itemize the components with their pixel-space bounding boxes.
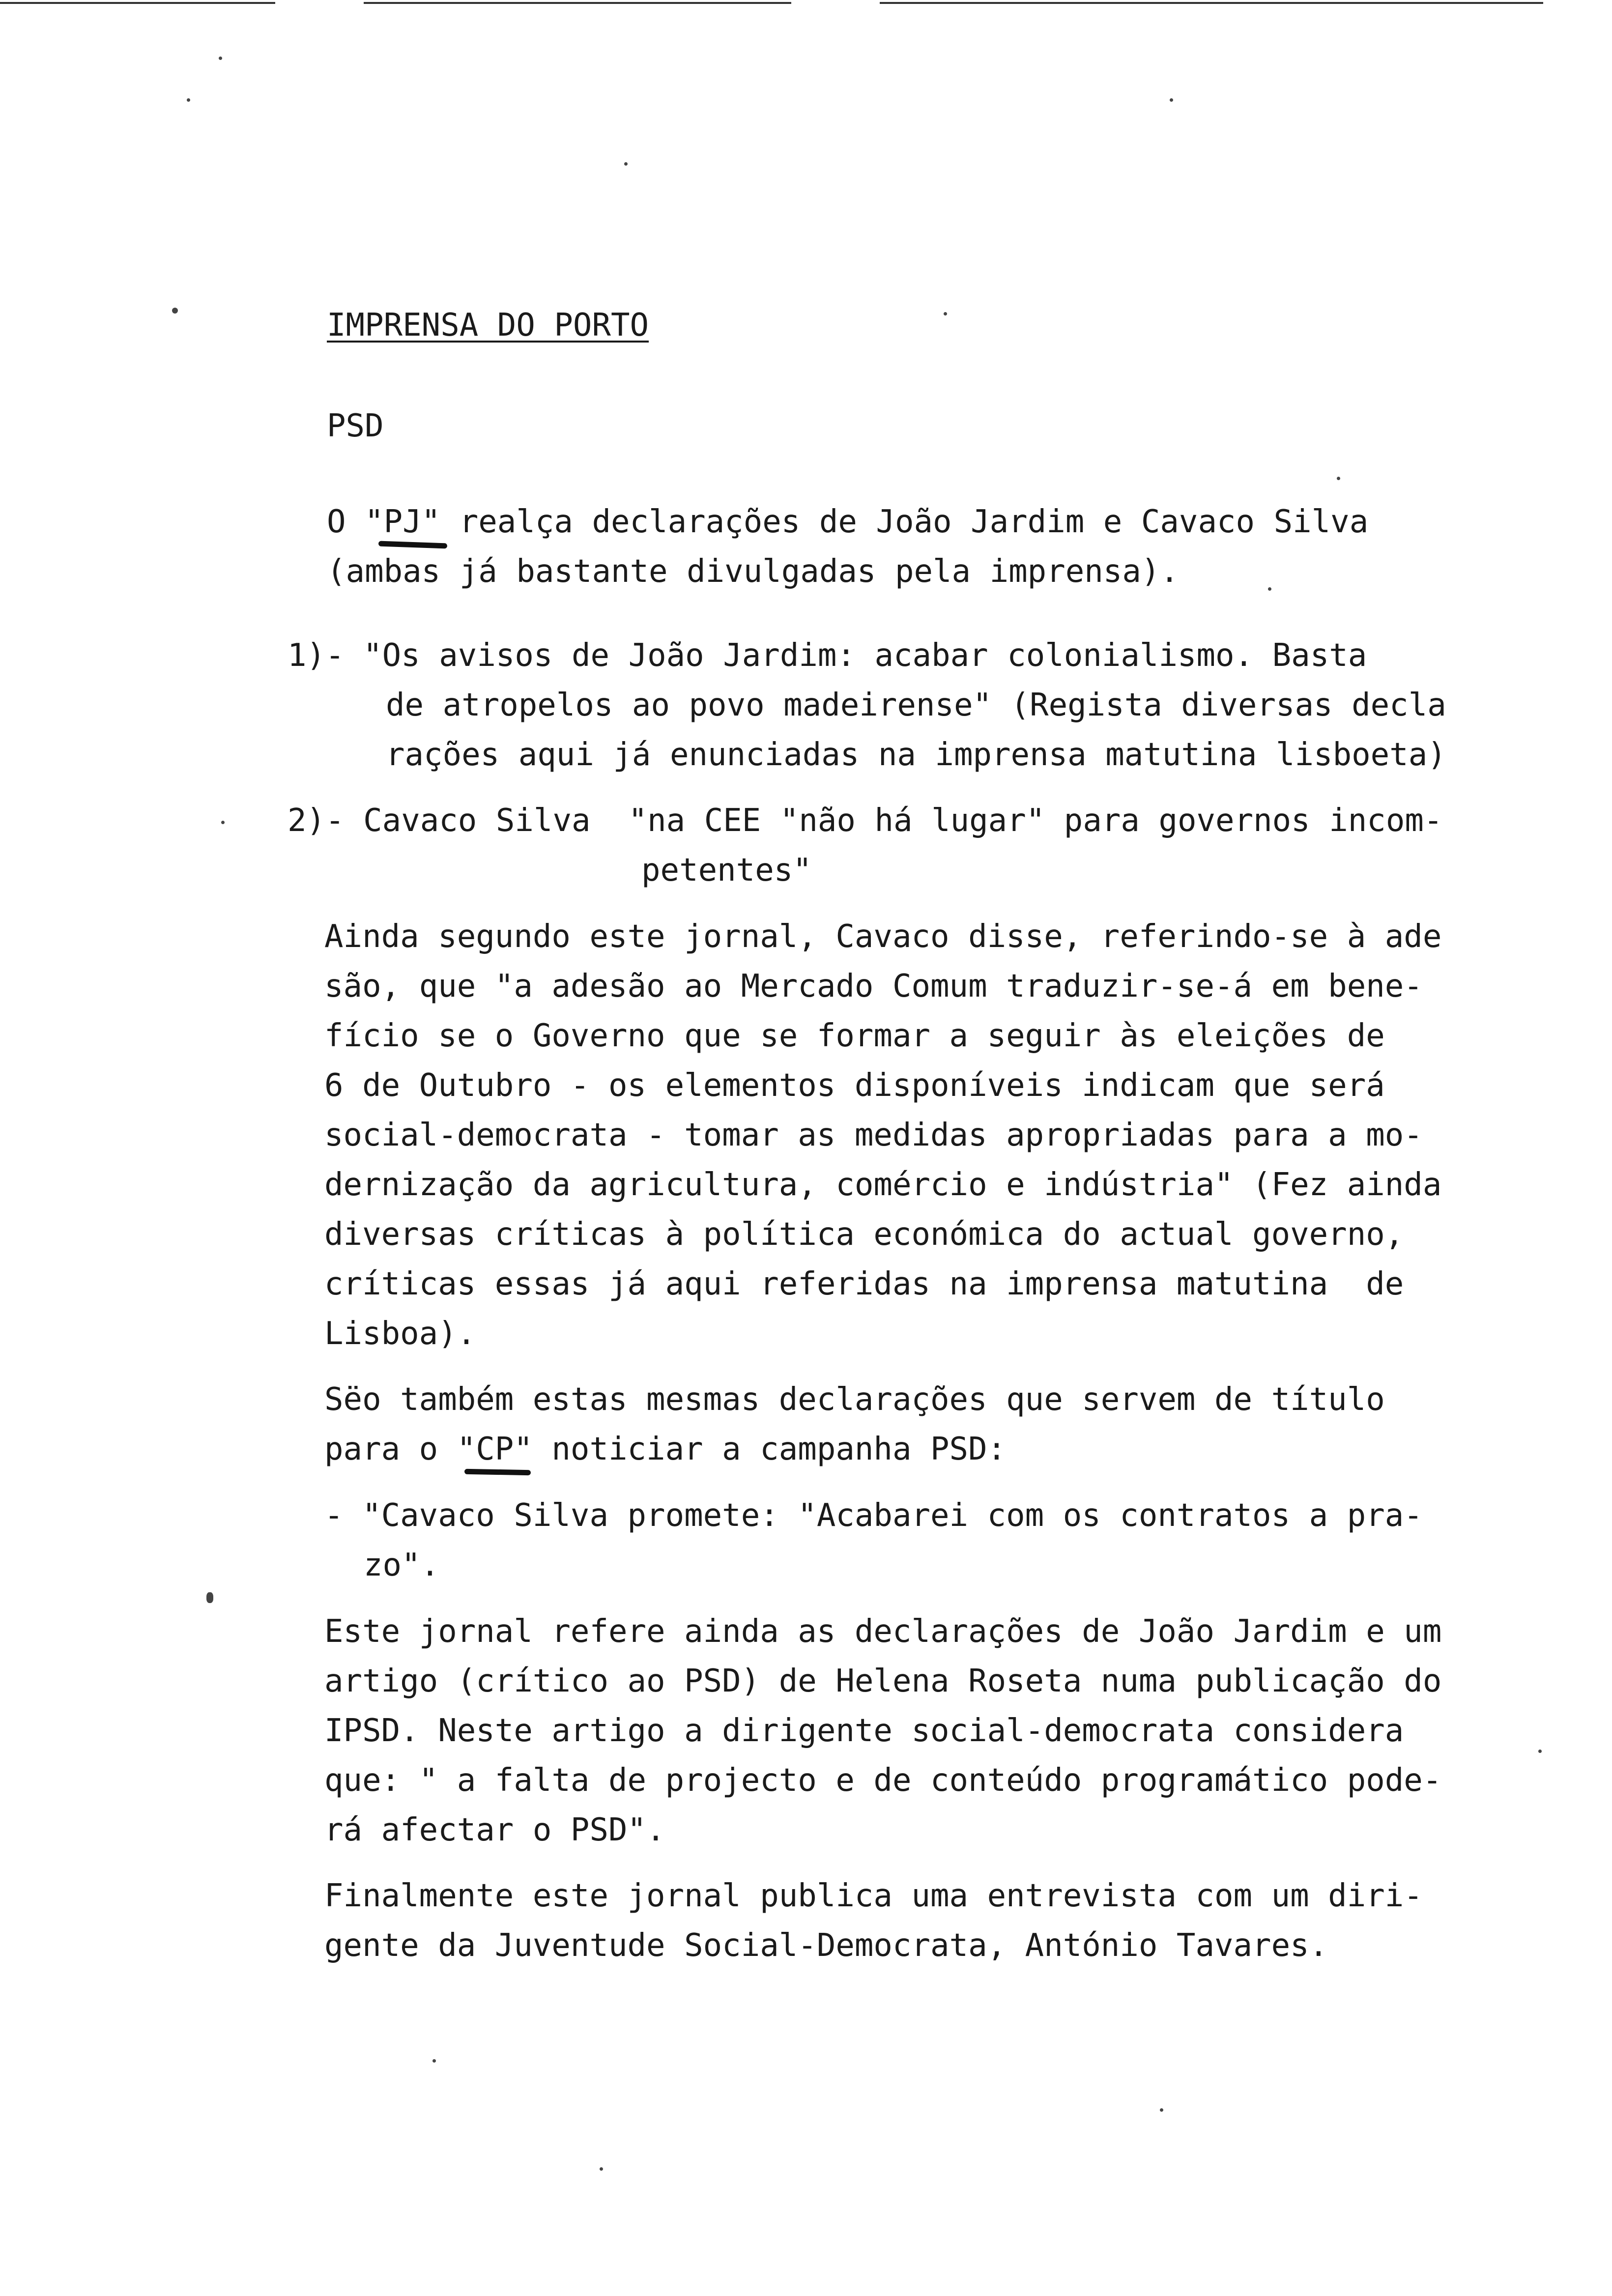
text-line: zo". [364,1547,440,1583]
scan-speck [1337,477,1340,480]
text-line: de atropelos ao povo madeirense" (Regista diversas decla [386,687,1446,723]
text-line: rações aqui já enunciadas na imprensa matutina lisboeta) [386,737,1446,773]
section-title: PSD [327,408,384,444]
text-line: 6 de Outubro - os elementos disponíveis indicam que será [324,1067,1385,1104]
scan-speck [624,162,628,166]
scan-speck [944,312,947,316]
handwritten-underline-cp [464,1469,531,1475]
text-line: críticas essas já aqui referidas na imprensa matutina de [324,1266,1404,1302]
scan-speck [1268,587,1271,591]
handwritten-underline-pj [378,541,447,549]
text-line: Sëo também estas mesmas declarações que servem de título [324,1381,1385,1418]
text-line: fício se o Governo que se formar a seguir às eleições de [324,1018,1385,1054]
text-line: artigo (crítico ao PSD) de Helena Roseta numa publicação do [324,1663,1442,1699]
list-item-2: 2)- Cavaco Silva "na CEE "não há lugar" para governos incom- [288,803,1443,839]
text-line: dernização da agricultura, comércio e indústria" (Fez ainda [324,1167,1442,1203]
text-line: são, que "a adesão ao Mercado Comum traduzir-se-á em bene- [324,968,1423,1004]
scan-speck [206,1592,213,1603]
scan-speck [1170,98,1173,102]
scan-speck [187,98,190,102]
text-line: petentes" [641,852,812,889]
text-line: gente da Juventude Social-Democrata, António Tavares. [324,1927,1328,1964]
text-line: rá afectar o PSD". [324,1812,665,1848]
text-line: O "PJ" realça declarações de João Jardim e Cavaco Silva [327,504,1369,540]
text-line: Lisboa). [324,1316,476,1352]
text-line: social-democrata - tomar as medidas apropriadas para a mo- [324,1117,1423,1153]
text-line: (ambas já bastante divulgadas pela imprensa). [327,553,1179,590]
text-line: Este jornal refere ainda as declarações de João Jardim e um [324,1613,1442,1650]
top-rule-left [0,2,275,4]
page-heading: IMPRENSA DO PORTO [327,307,649,344]
scan-speck [1160,2108,1163,2112]
scan-speck [172,308,178,314]
scan-speck [221,821,225,824]
scan-speck [600,2167,603,2171]
text-line: - "Cavaco Silva promete: "Acabarei com os contratos a pra- [324,1497,1423,1534]
text-line: que: " a falta de projecto e de conteúdo programático pode- [324,1762,1442,1799]
top-rule-middle [364,2,791,4]
text-line: IPSD. Neste artigo a dirigente social-democrata considera [324,1713,1404,1749]
text-line: Finalmente este jornal publica uma entrevista com um diri- [324,1878,1423,1914]
text-line: Ainda segundo este jornal, Cavaco disse, referindo-se à ade [324,918,1442,955]
scan-speck [432,2059,436,2063]
list-item-1: 1)- "Os avisos de João Jardim: acabar colonialismo. Basta [288,637,1367,674]
text-line: diversas críticas à política económica do actual governo, [324,1216,1404,1253]
top-rule-right [880,2,1543,4]
text-line: para o "CP" noticiar a campanha PSD: [324,1431,1007,1467]
scan-speck [219,57,222,60]
scan-speck [1538,1750,1542,1753]
